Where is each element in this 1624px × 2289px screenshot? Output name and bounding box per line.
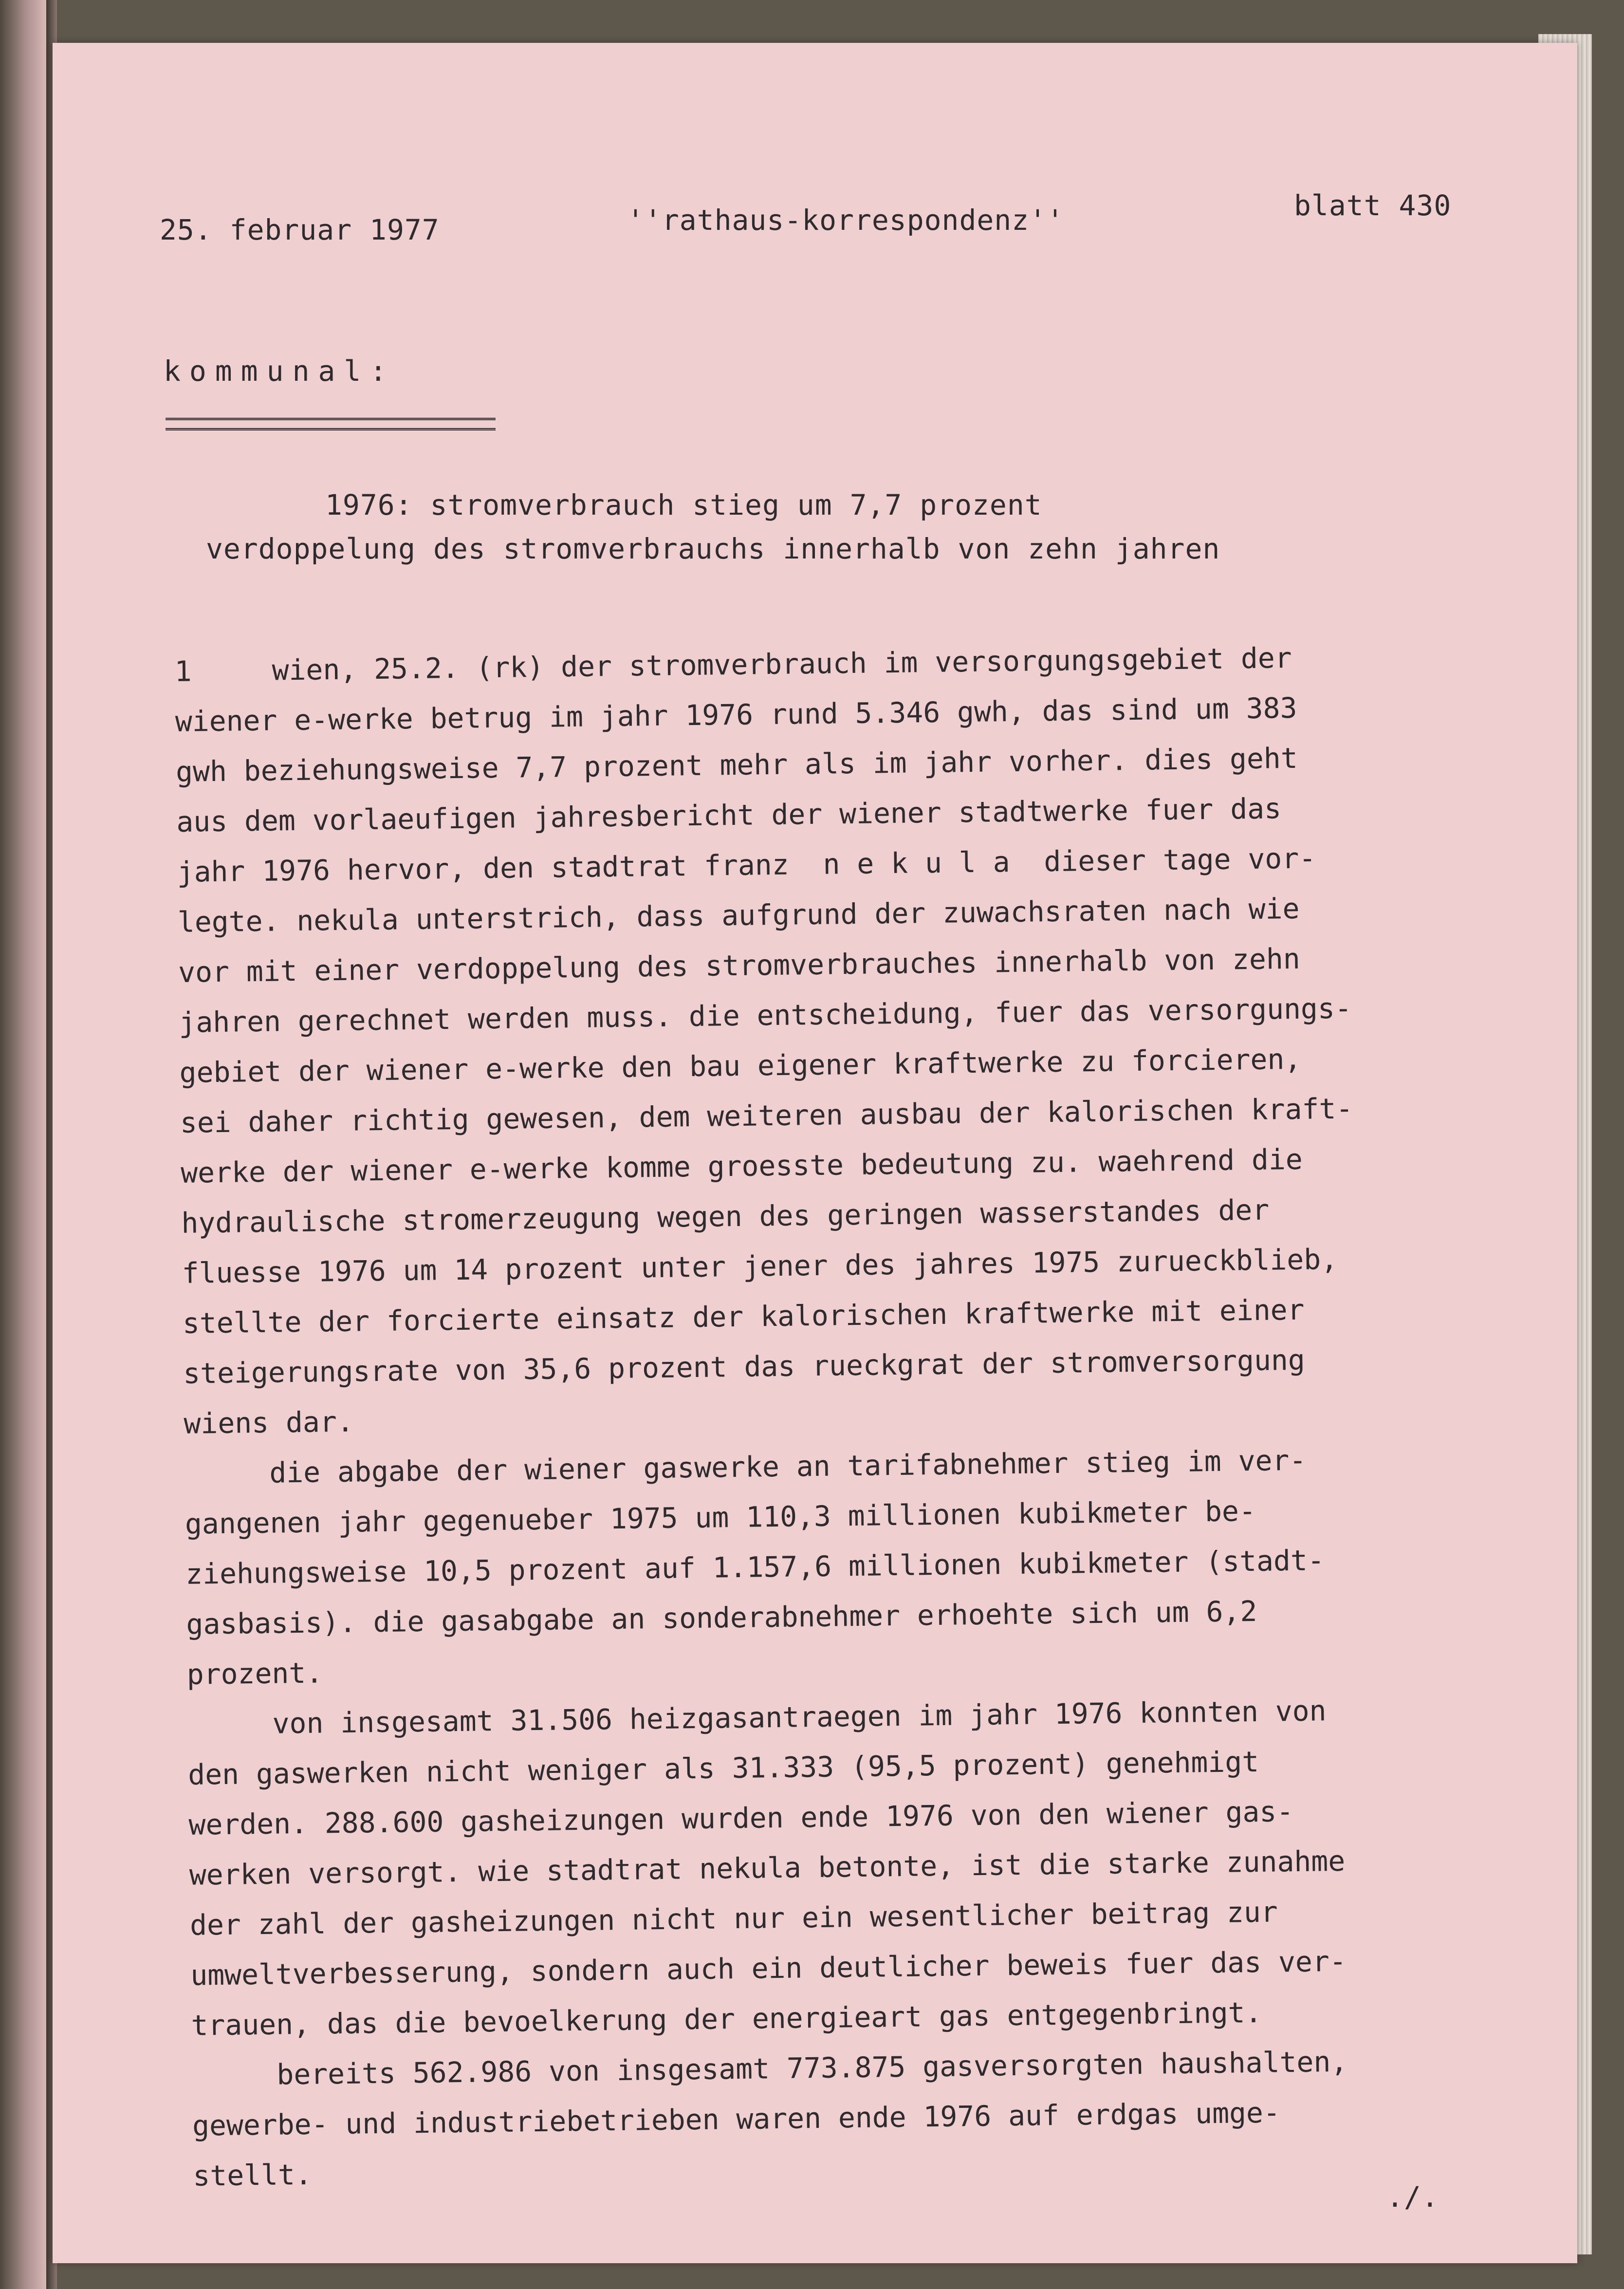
article-line: umweltverbesserung, sondern auch ein deutlicher beweis fuer das ver- (190, 1944, 1347, 1992)
article-line: stellt. (192, 2158, 313, 2193)
article-line: prozent. (186, 1656, 323, 1691)
article-line: die abgabe der wiener gaswerke an tarifabnehmer stieg im ver- (184, 1443, 1307, 1490)
article-line: den gaswerken nicht weniger als 31.333 (95,5 prozent) genehmigt (187, 1745, 1259, 1791)
document-page (53, 43, 1577, 2263)
article-line: gwh beziehungsweise 7,7 prozent mehr als im jahr vorher. dies geht (175, 741, 1298, 788)
article-line: gebiet der wiener e-werke den bau eigener kraftwerke zu forcieren, (179, 1042, 1302, 1089)
article-line: trauen, das die bevoelkerung der energieart gas entgegenbringt. (191, 1995, 1262, 2042)
article-line: wiener e-werke betrug im jahr 1976 rund 5.346 gwh, das sind um 383 (175, 691, 1297, 738)
continuation-mark: ./. (1386, 2180, 1439, 2214)
article-line: stellte der forcierte einsatz der kalorischen kraftwerke mit einer (182, 1293, 1305, 1340)
article-line: der zahl der gasheizungen nicht nur ein wesentlicher beitrag zur (189, 1895, 1278, 1942)
article-line: gewerbe- und industriebetrieben waren ende 1976 auf erdgas umge- (192, 2096, 1281, 2142)
header-date: 25. februar 1977 (160, 213, 440, 246)
headline-main: 1976: stromverbrauch stieg um 7,7 prozent (325, 488, 1042, 521)
article-line: steigerungsrate von 35,6 prozent das rueckgrat der stromversorgung (183, 1343, 1306, 1390)
article-line: werken versorgt. wie stadtrat nekula betonte, ist die starke zunahme (189, 1844, 1346, 1892)
article-line: sei daher richtig gewesen, dem weiteren ausbau der kalorischen kraft- (180, 1092, 1353, 1139)
section-underline (166, 418, 496, 430)
article-line: ziehungsweise 10,5 prozent auf 1.157,6 millionen kubikmeter (stadt- (185, 1544, 1325, 1591)
article-line: jahr 1976 hervor, den stadtrat franz n e k u l a dieser tage vor- (177, 841, 1316, 889)
article-line: jahren gerechnet werden muss. die entscheidung, fuer das versorgungs- (179, 991, 1352, 1039)
article-line: aus dem vorlaeufigen jahresbericht der wiener stadtwerke fuer das (176, 792, 1282, 838)
article-number: 1 (174, 654, 192, 688)
article-body (174, 629, 1615, 2201)
article-line: wiens dar. (184, 1405, 354, 1440)
article-line: werden. 288.600 gasheizungen wurden ende 1976 von den wiener gas- (188, 1795, 1294, 1842)
article-line: hydraulische stromerzeugung wegen des geringen wasserstandes der (181, 1193, 1270, 1240)
adjacent-page-edge (0, 0, 46, 2289)
article-line: legte. nekula unterstrich, dass aufgrund der zuwachsraten nach wie (177, 892, 1300, 939)
header-source: ''rathaus-korrespondenz'' (627, 204, 1064, 237)
article-line: fluesse 1976 um 14 prozent unter jener des jahres 1975 zurueckblieb, (182, 1242, 1338, 1290)
article-line: werke der wiener e-werke komme groesste bedeutung zu. waehrend die (180, 1142, 1303, 1190)
article-line: 1 wien, 25.2. (rk) der stromverbrauch im versorgungsgebiet der (174, 629, 1596, 697)
headline-sub: verdoppelung des stromverbrauchs innerhalb von zehn jahren (206, 532, 1220, 565)
article-line: gangenen jahr gegenueber 1975 um 110,3 millionen kubikmeter be- (185, 1494, 1256, 1541)
article-line: gasbasis). die gasabgabe an sonderabnehmer erhoehte sich um 6,2 (186, 1594, 1257, 1641)
article-line: bereits 562.986 von insgesamt 773.875 gasversorgten haushalten, (191, 2045, 1348, 2092)
section-title: kommunal: (164, 354, 396, 388)
header-sheet-number: blatt 430 (1294, 189, 1452, 222)
article-line: vor mit einer verdoppelung des stromverbrauches innerhalb von zehn (178, 942, 1301, 989)
article-line: von insgesamt 31.506 heizgasantraegen im jahr 1976 konnten von (187, 1694, 1327, 1741)
